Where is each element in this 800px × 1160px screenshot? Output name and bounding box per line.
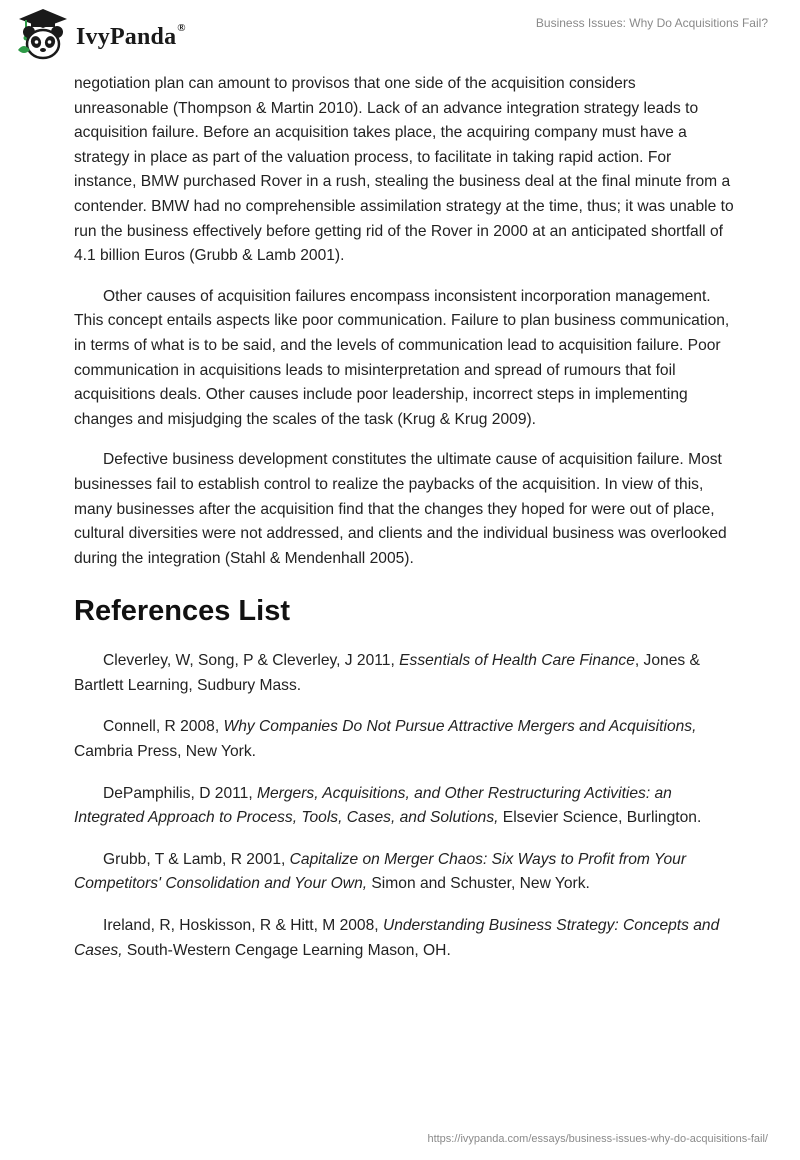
reference-item: Connell, R 2008, Why Companies Do Not Pursue Attractive Mergers and Acquisitions, Cambria Press, New York.: [74, 718, 697, 761]
reference-title: Mergers, Acquisitions, and Other Restructuring Activities: an Integrated Approach to Process, Tools, Cases, and Solutions,: [74, 784, 672, 827]
body-paragraph: Other causes of acquisition failures encompass inconsistent incorporation management. This concept entails aspects like poor communication. Failure to plan business communication, in terms of what is to be said, and the levels of communication lead to acquisition failure. Poor communication in acquisitions leads to misinterpretation and spread of rumours that foil acquisitions deals. Other causes include poor leadership, incorrect steps in implementing changes and misjudging the scales of the task (Krug & Krug 2009).: [74, 287, 730, 428]
reference-title: Capitalize on Merger Chaos: Six Ways to Profit from Your Competitors' Consolidation and Your Own,: [74, 850, 687, 893]
page-header: [0, 0, 800, 70]
body-paragraph: negotiation plan can amount to provisos that one side of the acquisition considers unreasonable (Thompson & Martin 2010). Lack of an advance integration strategy leads to acquisition failure. Before an acquisition takes place, the acquiring company must have a strategy in place as part of the valuation process, to facilitate in taking rapid action. For instance, BMW purchased Rover in a rush, stealing the business deal at the final minute from a contender. BMW had no comprehensible assimilation strategy at the time, thus; it was unable to run the business effectively before getting rid of the Rover in 2000 at an anticipated shortfall of 4.1 billion Euros (Grubb & Lamb 2001).: [74, 75, 734, 265]
references-list: [74, 649, 734, 963]
brand-name: IvyPanda®: [76, 21, 186, 50]
document-title: Business Issues: Why Do Acquisitions Fail?: [535, 16, 768, 30]
reference-item: DePamphilis, D 2011, Mergers, Acquisitions, and Other Restructuring Activities: an Integrated Approach to Process, Tools, Cases, and Solutions, Elsevier Science, Burlington.: [74, 784, 702, 827]
reference-title: Why Companies Do Not Pursue Attractive Mergers and Acquisitions,: [223, 718, 697, 736]
source-url-link[interactable]: https://ivypanda.com/essays/business-issues-why-do-acquisitions-fail/: [427, 1133, 768, 1145]
reference-item: Ireland, R, Hoskisson, R & Hitt, M 2008, Understanding Business Strategy: Concepts and Cases, South-Western Cengage Learning Mason, OH.: [74, 917, 720, 959]
body-paragraph: Defective business development constitutes the ultimate cause of acquisition failure. Most businesses fail to establish control to realize the paybacks of the acquisition. In view of this, many businesses after the acquisition find that the changes they hoped for were out of place, cultural diversities were not addressed, and clients and the individual business was overlooked during the integration (Stahl & Mendenhall 2005).: [74, 451, 727, 567]
reference-item: Cleverley, W, Song, P & Cleverley, J 2011, Essentials of Health Care Finance, Jones & Bartlett Learning, Sudbury Mass.: [74, 652, 700, 694]
ivypanda-logo[interactable]: [14, 6, 186, 64]
panda-graduate-icon: [14, 6, 72, 64]
reference-title: Essentials of Health Care Finance: [399, 652, 635, 670]
references-heading: References List: [74, 595, 290, 628]
article-body: [74, 72, 734, 980]
reference-title: Understanding Business Strategy: Concepts and Cases,: [74, 917, 720, 959]
reference-item: Grubb, T & Lamb, R 2001, Capitalize on Merger Chaos: Six Ways to Profit from Your Competitors' Consolidation and Your Own, Simon and Schuster, New York.: [74, 850, 687, 893]
